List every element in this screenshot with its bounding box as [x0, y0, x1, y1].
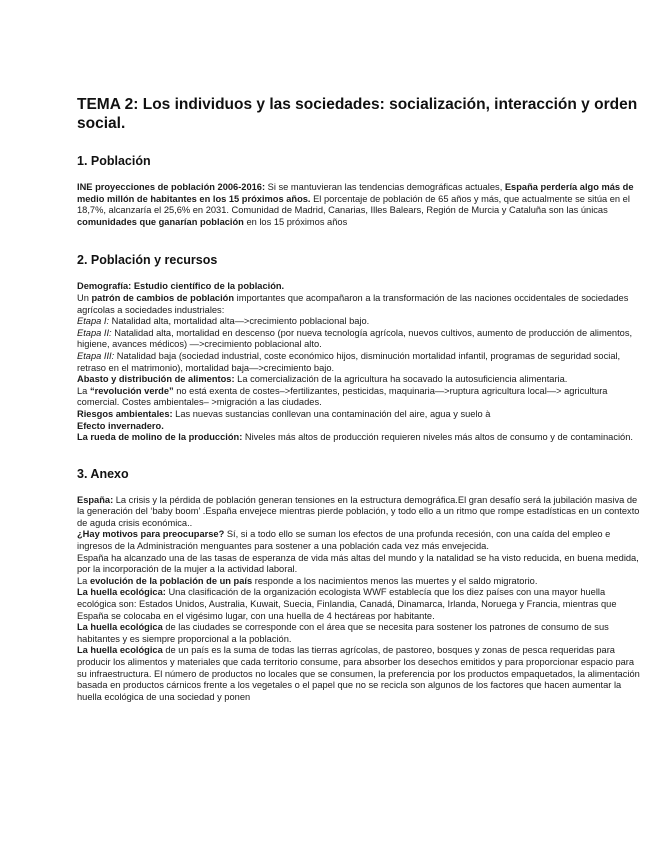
text: Una clasificación de la organización ecologista WWF establecía que los diez países con una mayor huella ecológica son: Estados Unidos, Australia, Kuwait, Suecia, Finlandia, Canadá, Dinamarca, Irlanda, Noruega y Francia, mientras que España se colocaba en el vigésimo lugar, con una huella de 4 hectáreas por habitante.: [77, 587, 617, 621]
bold-text: La huella ecológica: [77, 645, 163, 656]
text: La comercialización de la agricultura ha socavado la autosuficiencia alimentaria.: [234, 374, 568, 385]
bold-text: Efecto invernadero.: [77, 420, 164, 431]
document-content: [77, 95, 643, 716]
italic-text: Etapa III:: [77, 350, 115, 361]
paragraph-rueda-molino: [77, 432, 643, 444]
text: Natalidad alta, mortalidad alta—>crecimiento poblacional bajo.: [109, 316, 370, 327]
text: Si se mantuvieran las tendencias demográficas actuales,: [265, 182, 505, 192]
paragraph-huella-ciudades: [77, 622, 643, 645]
text: Un: [77, 292, 92, 303]
bold-text: evolución de la población de un país: [89, 575, 253, 586]
section-poblacion: [77, 182, 643, 228]
paragraph-huella-ecologica: [77, 587, 643, 622]
bold-text: ¿Hay motivos para preocuparse?: [77, 529, 225, 540]
paragraph-riesgos: [77, 409, 643, 421]
italic-text: Etapa II:: [77, 327, 112, 338]
text: en los 15 próximos años: [243, 216, 348, 227]
bold-text: comunidades que ganarían población: [77, 216, 244, 227]
text: El porcentaje de población de 65 años y más, que actualmente se sitúa en el 18,7%, alcanzaría el 25,6% en 2031. Comunidad de Madrid, Canarias, Illes Balears, Región de Murcia y Cataluña son las únicas: [77, 193, 630, 216]
section-poblacion-recursos: [77, 281, 643, 443]
section-heading-poblacion: 1. Población: [77, 154, 151, 168]
text: de las ciudades se corresponde con el área que se necesita para sostener los patrones de consumo de sus habitantes y es siempre proporcional a la población.: [77, 622, 609, 644]
bold-text: La huella ecológica: [77, 622, 163, 633]
bold-text: Demografía: Estudio científico de la población.: [77, 281, 285, 292]
text: responde a los nacimientos menos las muertes y el saldo migratorio.: [252, 575, 538, 586]
bold-text: Abasto y distribución de alimentos:: [77, 374, 235, 385]
text: España ha alcanzado una de las tasas de esperanza de vida más altas del mundo y la natalidad se ha visto reducida, en buena medida, por la incorporación de la mujer a la actividad laboral.: [77, 552, 639, 575]
section-heading-anexo: 3. Anexo: [77, 466, 129, 481]
paragraph-etapa-2: [77, 328, 643, 351]
paragraph-revolucion-verde: [77, 386, 643, 409]
bold-text: España:: [77, 494, 114, 505]
section-heading-poblacion-recursos: 2. Población y recursos: [77, 253, 218, 268]
bold-text: Riesgos ambientales:: [77, 408, 173, 419]
paragraph-etapa-3: [77, 351, 643, 374]
bold-text: España perdería algo más de medio millón de habitantes en los 15 próximos años.: [77, 182, 634, 204]
text: no está exenta de costes–>fertilizantes, pesticidas, maquinaria—>ruptura agricultura local—> agricultura comercial. Costes ambientales– >migración a las ciudades.: [77, 385, 608, 408]
paragraph-abasto: [77, 374, 643, 386]
text: Natalidad baja (sociedad industrial, coste económico hijos, disminución mortalidad infantil, programas de seguridad social, retraso en el matrimonio), mortalidad baja—>crecimiento bajo.: [77, 350, 621, 373]
paragraph-huella-pais: [77, 645, 643, 703]
bold-text: patrón de cambios de población: [91, 292, 235, 303]
bold-text: La huella ecológica:: [77, 587, 166, 598]
paragraph-esperanza-vida: [77, 553, 643, 576]
paragraph-comunidades: [77, 217, 643, 229]
bold-text: INE proyecciones de población 2006-2016:: [77, 182, 266, 192]
paragraph-patron: [77, 293, 643, 316]
text: La crisis y la pérdida de población generan tensiones en la estructura demográfica.El gran desafío será la jubilación masiva de la generación del ‘baby boom’ .España envejece mientras pierde población, y todo ello a un ritmo que rompe estadísticas en un contexto de aguda crisis económica..: [77, 494, 640, 528]
text: Las nuevas sustancias conllevan una contaminación del aire, agua y suelo à: [172, 408, 491, 419]
bold-text: “revolución verde”: [89, 385, 174, 396]
paragraph-efecto-invernadero: [77, 421, 643, 433]
paragraph-espana: [77, 495, 643, 530]
bold-text: La rueda de molino de la producción:: [77, 432, 243, 443]
paragraph-demografia: [77, 281, 643, 293]
document-title: TEMA 2: Los individuos y las sociedades: socialización, interacción y orden social.: [77, 96, 638, 132]
text: Natalidad alta, mortalidad en descenso (por nueva tecnología agrícola, nuevos cultivos, aumento de producción de alimentos, higiene, avances médicos) —>crecimiento poblacional alto.: [77, 327, 633, 350]
text: importantes que acompañaron a la transformación de las naciones occidentales de sociedades agrícolas a sociedades industriales:: [77, 292, 629, 315]
paragraph-etapa-1: [77, 316, 643, 328]
text: de un país es la suma de todas las tierras agrícolas, de pastoreo, bosques y zonas de pesca requeridas para producir los alimentos y materiales que cada territorio consume, para absorber los desechos emitidos y para proporcionar espacio para su infraestructura. El número de productos no locales que se consumen, la preferencia por los productos empaquetados, la alimentación basada en productos cárnicos frente a los vegetales o el papel que no se recicla son algunos de los factores que hacen aumentar la huella ecológica de una sociedad y ponen: [77, 645, 640, 702]
paragraph-evolucion: [77, 576, 643, 588]
text: Niveles más altos de producción requieren niveles más altos de consumo y de contaminación.: [242, 432, 633, 443]
text: La: [77, 385, 90, 396]
text: Sí, si a todo ello se suman los efectos de una profunda recesión, con una caída del empleo e ingresos de la Administración menguantes para sostener a una población cada vez más envejecida.: [77, 529, 611, 552]
paragraph-motivos: [77, 529, 643, 552]
section-anexo: [77, 495, 643, 704]
paragraph-ine-proyecciones: [77, 182, 643, 217]
text: La: [77, 575, 90, 586]
italic-text: Etapa I:: [77, 316, 110, 327]
